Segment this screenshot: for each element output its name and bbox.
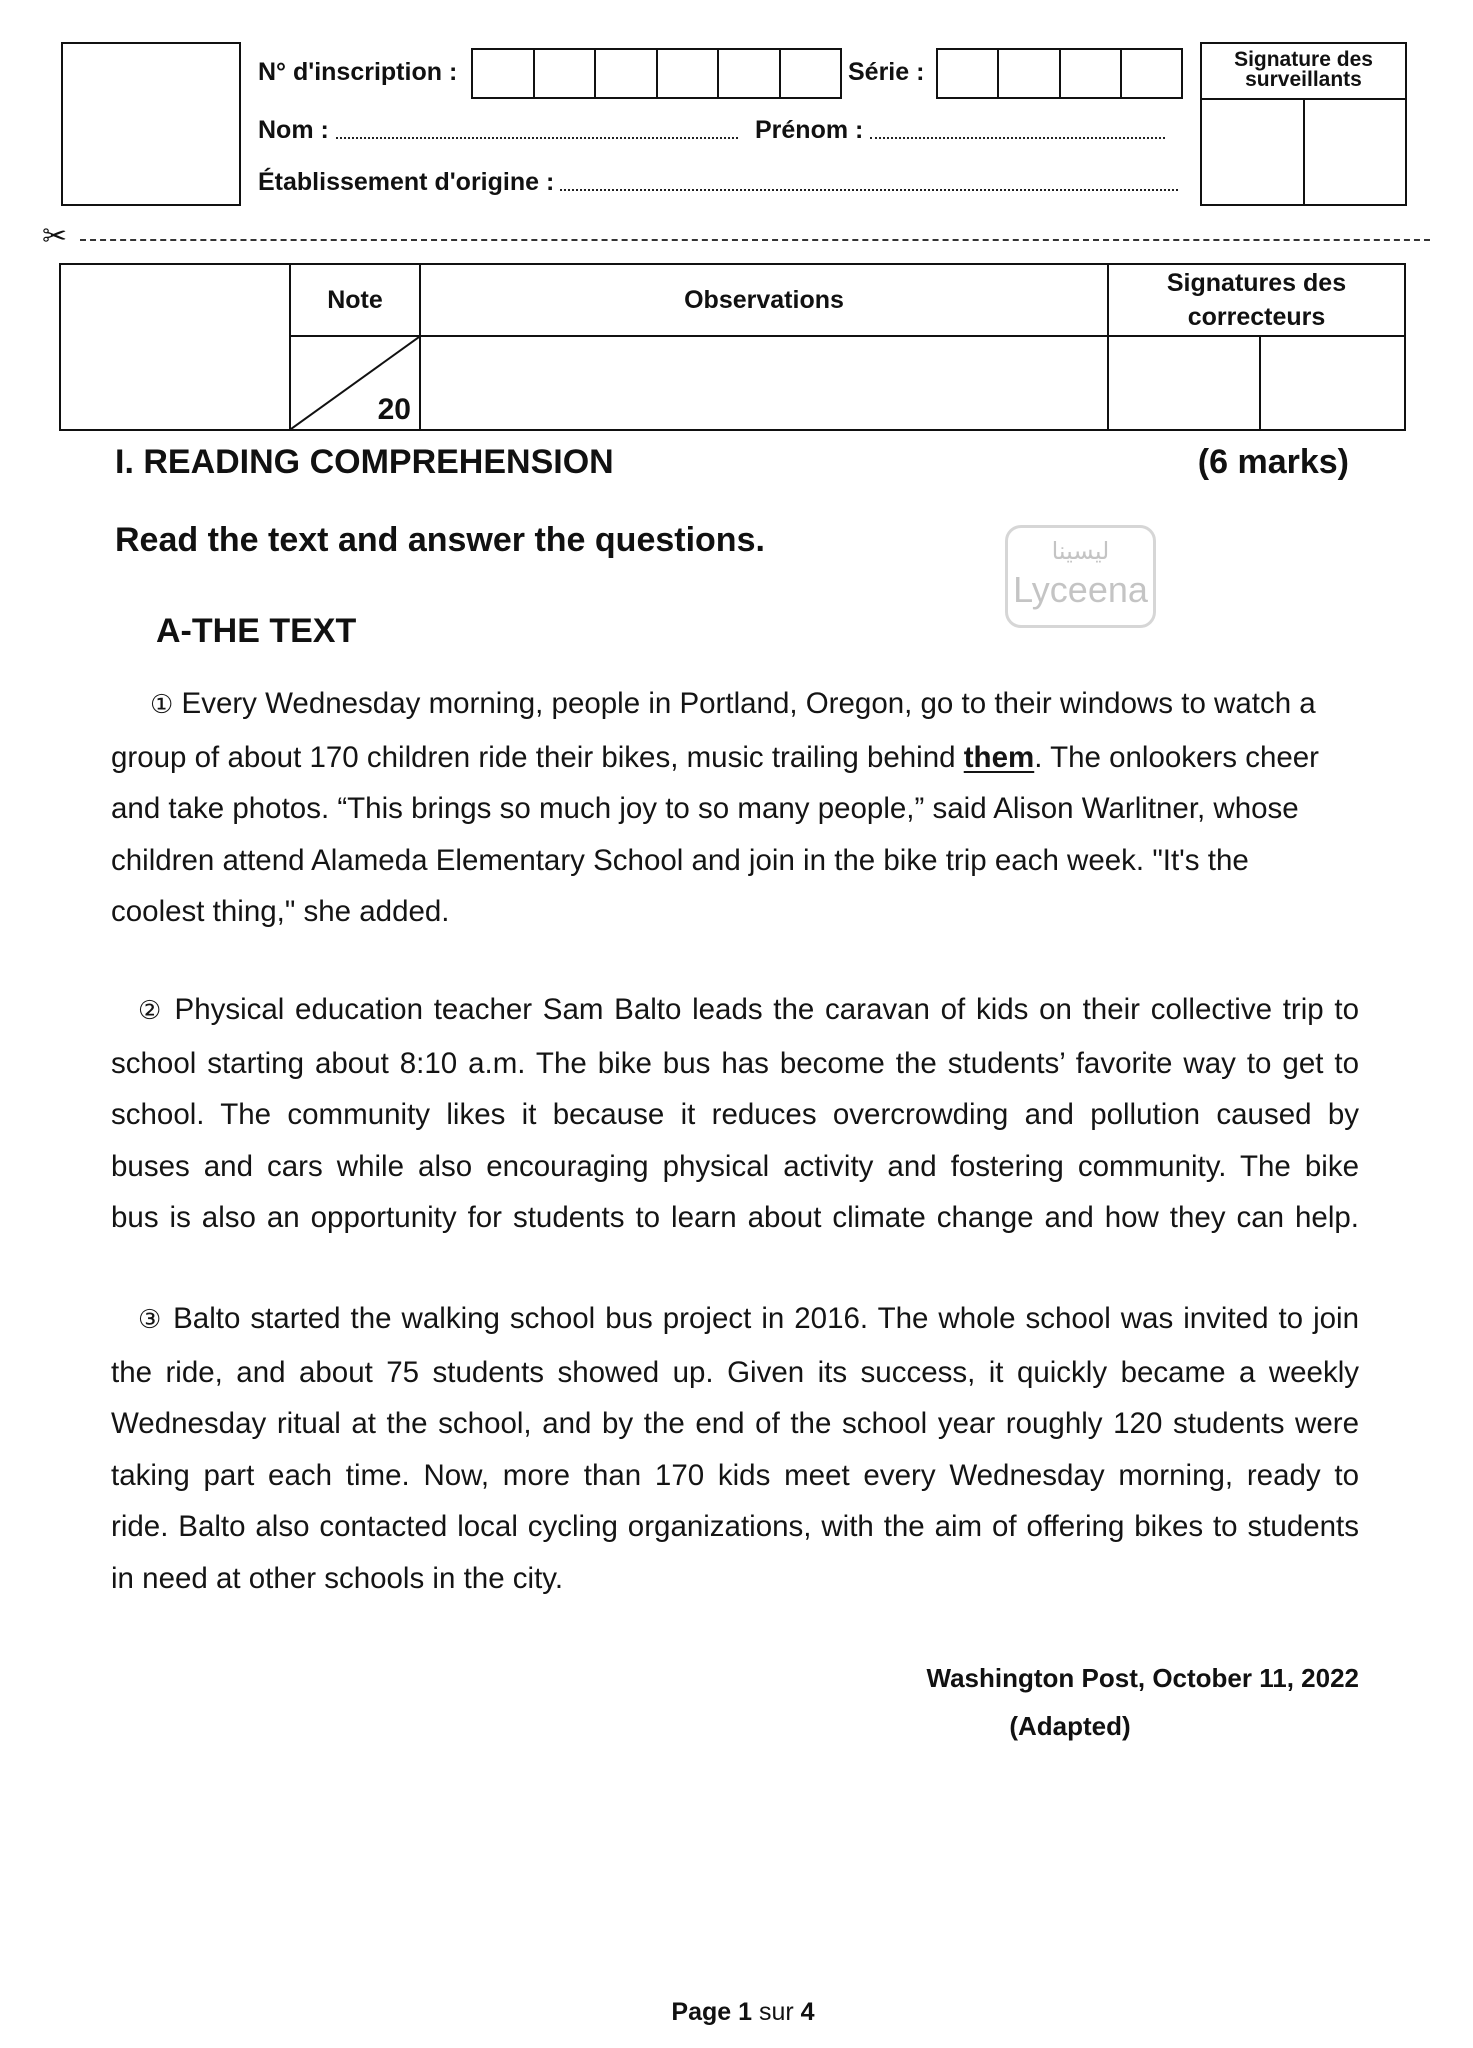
correcteur-signature-cell[interactable] <box>1261 337 1404 429</box>
source-citation: Washington Post, October 11, 2022 <box>926 1663 1359 1693</box>
observations-header <box>421 265 1109 337</box>
text-line <box>111 886 1359 938</box>
instruction: Read the text and answer the questions. <box>115 521 765 559</box>
prenom-field[interactable] <box>870 136 1165 139</box>
line-text: coolest thing," she added. <box>111 895 450 929</box>
inscription-digit-box[interactable] <box>781 50 843 97</box>
text-line <box>111 1553 1359 1605</box>
text-line <box>111 1089 1359 1141</box>
prenom-label: Prénom : <box>755 116 864 144</box>
line-text: the ride, and about 75 students showed up. Given its success, it quickly became a weekly <box>111 1355 1359 1389</box>
surveillant-signature-cell[interactable] <box>1202 100 1305 204</box>
section-marks: (6 marks) <box>1197 443 1349 481</box>
serie-box[interactable] <box>1061 50 1122 97</box>
line-text: Balto started the walking school bus project in 2016. The whole school was invited to join <box>173 1302 1360 1335</box>
text-line <box>111 984 1359 1038</box>
total-pages-number: 4 <box>800 1998 815 2026</box>
text-line <box>111 1038 1359 1090</box>
surveillants-signature-box <box>1200 42 1407 206</box>
inscription-digit-box[interactable] <box>658 50 720 97</box>
watermark-latin: Lyceena <box>1013 569 1148 610</box>
note-header <box>291 265 421 337</box>
line-text: . The onlookers cheer <box>1034 740 1320 774</box>
line-text: and take photos. “This brings so much joy to so many people,” said Alison Warlitner, whose <box>111 792 1299 826</box>
paragraph-2 <box>111 984 1359 1244</box>
line-text: ride. Balto also contacted local cycling organizations, with the aim of offering bikes to students <box>111 1510 1359 1544</box>
page-label: Page <box>671 1998 732 2026</box>
line-text: Wednesday ritual at the school, and by the end of the school year roughly 120 students were <box>111 1407 1359 1441</box>
paragraph-1 <box>111 678 1359 938</box>
surveillants-signature-title-line: Signature des <box>1234 48 1373 71</box>
cut-line <box>80 239 1430 241</box>
text-line <box>111 1347 1359 1399</box>
nom-field[interactable] <box>336 136 738 139</box>
paragraph-3 <box>111 1293 1359 1605</box>
line-text: Every Wednesday morning, people in Portland, Oregon, go to their windows to watch a <box>181 687 1316 720</box>
source-note: (Adapted) <box>1009 1711 1131 1741</box>
text-line <box>111 1450 1359 1502</box>
inscription-digit-box[interactable] <box>473 50 535 97</box>
grading-blank-cell <box>61 265 291 429</box>
text-line <box>111 732 1359 784</box>
inscription-number-boxes[interactable] <box>471 48 842 99</box>
watermark-arabic: ليسينا <box>1051 537 1110 565</box>
note-header-label: Note <box>327 285 383 314</box>
line-text: bus is also an opportunity for students to learn about climate change and how they can help. <box>111 1201 1359 1235</box>
surveillants-signature-title-line: surveillants <box>1245 68 1362 91</box>
inscription-digit-box[interactable] <box>596 50 658 97</box>
etablissement-label: Établissement d'origine : <box>258 168 555 196</box>
note-score-cell[interactable] <box>291 337 421 429</box>
line-text: group of about 170 children ride their bikes, music trailing behind <box>111 740 956 774</box>
correcteurs-header-line: correcteurs <box>1187 303 1326 331</box>
line-text: children attend Alameda Elementary School and join in the bike trip each week. "It's the <box>111 843 1249 877</box>
serie-box[interactable] <box>938 50 999 97</box>
text-line <box>111 1192 1359 1244</box>
text-line <box>111 783 1359 835</box>
correcteurs-header-line: Signatures des <box>1166 269 1347 297</box>
line-text: taking part each time. Now, more than 170 kids meet every Wednesday morning, ready to <box>111 1458 1359 1492</box>
candidate-id-box <box>61 42 241 206</box>
inscription-digit-box[interactable] <box>535 50 597 97</box>
paragraph-number: ③ <box>138 1305 164 1335</box>
line-text: school. The community likes it because it reduces overcrowding and pollution caused by <box>111 1098 1359 1132</box>
text-line <box>111 1501 1359 1553</box>
underlined-reference-word: them <box>963 740 1035 774</box>
inscription-label: N° d'inscription : <box>258 58 458 86</box>
nom-label: Nom : <box>258 116 329 144</box>
observations-cell[interactable] <box>421 337 1109 429</box>
serie-box[interactable] <box>999 50 1060 97</box>
line-text: buses and cars while also encouraging physical activity and fostering community. The bike <box>111 1149 1359 1183</box>
line-text: in need at other schools in the city. <box>111 1561 564 1595</box>
inscription-digit-box[interactable] <box>719 50 781 97</box>
correcteurs-signature-header <box>1109 265 1404 337</box>
text-line <box>111 1293 1359 1347</box>
paragraph-number: ① <box>150 690 174 720</box>
correcteur-signature-cell[interactable] <box>1109 337 1261 429</box>
page-footer <box>613 1997 873 2027</box>
serie-boxes[interactable] <box>936 48 1183 99</box>
lyceena-watermark <box>1005 525 1156 628</box>
line-text: Physical education teacher Sam Balto leads the caravan of kids on their collective trip to <box>174 993 1359 1026</box>
current-page-number: 1 <box>738 1998 753 2026</box>
text-line <box>111 678 1359 732</box>
note-denominator: 20 <box>377 393 411 426</box>
paragraph-number: ② <box>138 996 164 1026</box>
page-of-label: sur <box>758 1998 794 2026</box>
surveillant-signature-cell[interactable] <box>1305 100 1405 204</box>
grading-table <box>59 263 1406 431</box>
serie-label: Série : <box>848 58 925 86</box>
text-line <box>111 1398 1359 1450</box>
text-line <box>111 1141 1359 1193</box>
scissors-icon: ✂ <box>42 219 68 254</box>
line-text: school starting about 8:10 a.m. The bike bus has become the students’ favorite way to get to <box>111 1046 1359 1080</box>
text-line <box>111 835 1359 887</box>
surveillants-signature-header <box>1202 44 1405 100</box>
etablissement-field[interactable] <box>560 188 1178 191</box>
observations-header-label: Observations <box>684 285 844 314</box>
serie-box[interactable] <box>1122 50 1183 97</box>
text-subtitle: A-THE TEXT <box>156 612 357 650</box>
section-title: I. READING COMPREHENSION <box>115 443 614 481</box>
